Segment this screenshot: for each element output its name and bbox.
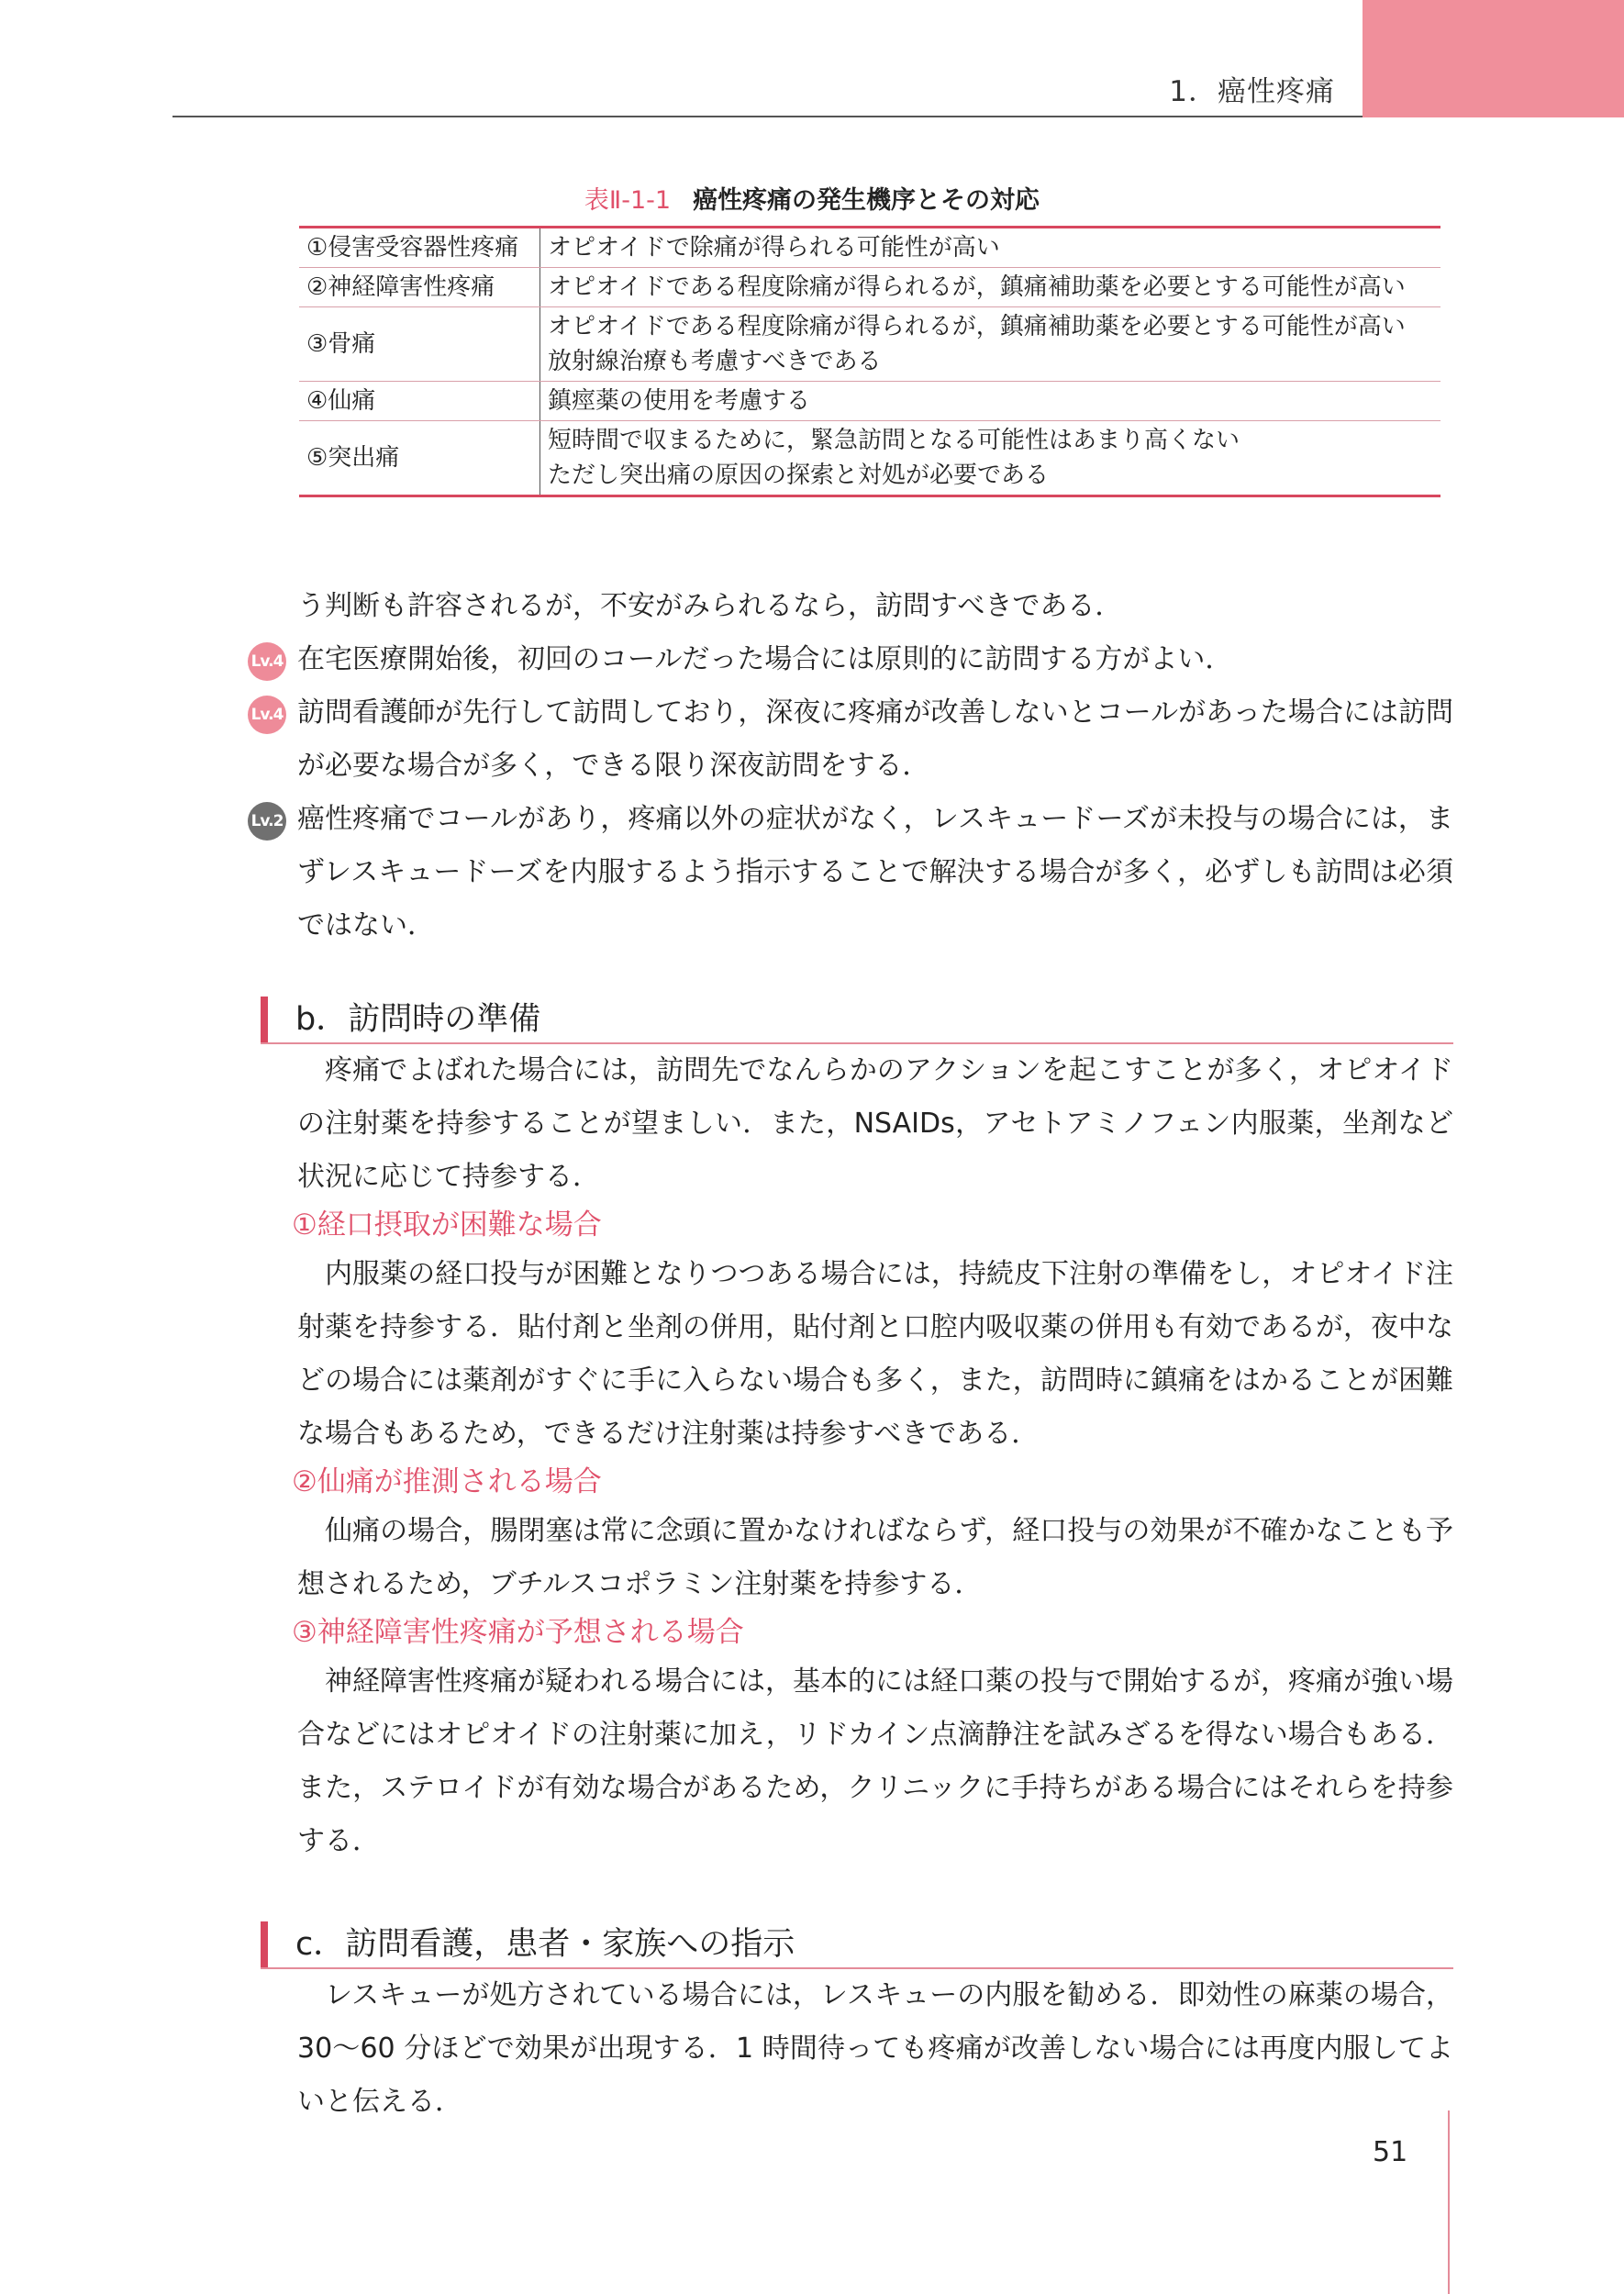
table-cell-line: 短時間で収まるために，緊急訪問となる可能性はあまり高くない	[548, 427, 1240, 454]
table-cell-response	[540, 307, 1441, 382]
table-cell-type: ⑤突出痛	[299, 421, 540, 496]
recommendation-text: 在宅医療開始後，初回のコールだった場合には原則的に訪問する方がよい．	[297, 643, 1233, 675]
table-cell-type: ④仙痛	[299, 382, 540, 421]
table-row	[299, 421, 1440, 496]
subsection-text: 神経障害性疼痛が疑われる場合には，基本的には経口薬の投与で開始するが，疼痛が強い場合などにはオピオイドの注射薬に加え，リドカイン点滴静注を試みざるを得ない場合もある．また，ステロイドが有効な場合があるため，クリニックに手持ちがある場合にはそれらを持参する．	[297, 1665, 1453, 1857]
table-row	[299, 307, 1440, 382]
page-number: 51	[1373, 2136, 1408, 2168]
recommendation-item	[250, 793, 1453, 952]
recommendation-item	[250, 633, 1453, 686]
level-badge: Lv.2	[248, 802, 286, 841]
intro-continuation: う判断も許容されるが，不安がみられるなら，訪問すべきである．	[297, 590, 1123, 622]
section-heading-c	[261, 1921, 1453, 1969]
table-cell-line: 放射線治療も考慮すべきである	[548, 348, 882, 375]
table-cell-type: ②神経障害性疼痛	[299, 268, 540, 307]
running-header: 1．癌性疼痛	[1169, 75, 1335, 108]
table-cell-type: ③骨痛	[299, 307, 540, 382]
table-cell-line: オピオイドである程度除痛が得られるが，鎮痛補助薬を必要とする可能性が高い	[548, 313, 1406, 340]
subsection-title: ①経口摂取が困難な場合	[292, 1208, 602, 1242]
level-badge: Lv.4	[248, 696, 286, 734]
table-number: 表Ⅱ-1-1	[584, 186, 672, 215]
page-edge-rule	[1448, 2110, 1450, 2294]
subsection-text: 内服薬の経口投与が困難となりつつある場合には，持続皮下注射の準備をし，オピオイド注射薬を持参する．貼付剤と坐剤の併用，貼付剤と口腔内吸収薬の併用も有効であるが，夜中などの場合には薬剤がすぐに手に入らない場合も多く，また，訪問時に鎮痛をはかることが困難な場合もあるため，できるだけ注射薬は持参すべきである．	[297, 1258, 1453, 1450]
pain-mechanism-table	[299, 226, 1440, 497]
table-row	[299, 268, 1440, 307]
section-title: c．訪問看護，患者・家族への指示	[295, 1926, 795, 1963]
section-heading-b	[261, 997, 1453, 1044]
table-cell-type: ①侵害受容器性疼痛	[299, 228, 540, 268]
header-rule	[172, 116, 1363, 117]
recommendation-text: 訪問看護師が先行して訪問しており，深夜に疼痛が改善しないとコールがあった場合には訪問が必要な場合が多く，できる限り深夜訪問をする．	[297, 696, 1453, 782]
subsection-title: ②仙痛が推測される場合	[292, 1465, 602, 1498]
table-title: 癌性疼痛の発生機序とその対応	[693, 186, 1040, 215]
section-title: b．訪問時の準備	[295, 1001, 541, 1038]
table-row	[299, 228, 1440, 268]
heading-accent-bar	[261, 1921, 268, 1967]
table-cell-response	[540, 421, 1441, 496]
recommendation-item	[250, 686, 1453, 793]
recommendation-text: 癌性疼痛でコールがあり，疼痛以外の症状がなく，レスキュードーズが未投与の場合には，まずレスキュードーズを内服するよう指示することで解決する場合が多く，必ずしも訪問は必須ではない．	[297, 803, 1453, 941]
table-caption	[0, 180, 1624, 216]
table-cell-line: ただし突出痛の原因の探索と対処が必要である	[548, 462, 1050, 489]
table-cell-response: オピオイドで除痛が得られる可能性が高い	[540, 228, 1441, 268]
level-badge: Lv.4	[248, 642, 286, 681]
subsection-text: 仙痛の場合，腸閉塞は常に念頭に置かなければならず，経口投与の効果が不確かなことも予想されるため，ブチルスコポラミン注射薬を持参する．	[297, 1515, 1453, 1600]
heading-accent-bar	[261, 997, 268, 1042]
section-b-intro: 疼痛でよばれた場合には，訪問先でなんらかのアクションを起こすことが多く，オピオイドの注射薬を持参することが望ましい．また，NSAIDs，アセトアミノフェン内服薬，坐剤など状況に応じて持参する．	[297, 1054, 1453, 1193]
subsection-title: ③神経障害性疼痛が予想される場合	[292, 1616, 744, 1649]
table-cell-response: オピオイドである程度除痛が得られるが，鎮痛補助薬を必要とする可能性が高い	[540, 268, 1441, 307]
table-row	[299, 382, 1440, 421]
table-cell-response: 鎮痙薬の使用を考慮する	[540, 382, 1441, 421]
section-c-text: レスキューが処方されている場合には，レスキューの内服を勧める．即効性の麻薬の場合，30～60 分ほどで効果が出現する．1 時間待っても疼痛が改善しない場合には再度内服してよいと伝える．	[297, 1979, 1453, 2118]
header-color-block	[1363, 0, 1624, 117]
